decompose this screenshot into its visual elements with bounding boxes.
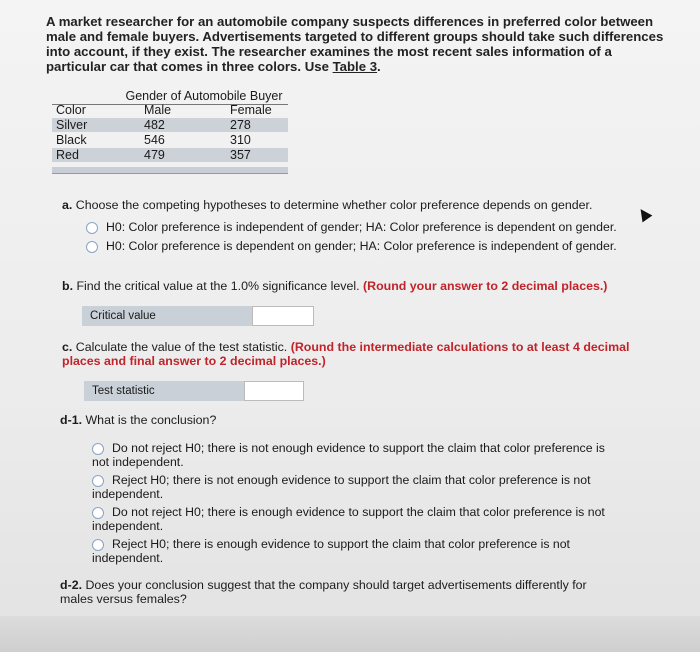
table-row xyxy=(52,118,288,132)
table-3-link[interactable]: Table 3 xyxy=(332,59,378,74)
table-bottom-border xyxy=(52,167,288,174)
option-text: H0: Color preference is dependent on gender; HA: Color preference is independent of gender. xyxy=(106,239,617,253)
question-b xyxy=(62,279,662,293)
question-d2-text: Does your conclusion suggest that the company should target advertisements differently for males versus females? xyxy=(60,578,587,606)
radio-button[interactable] xyxy=(92,539,104,551)
radio-button[interactable] xyxy=(86,222,98,234)
question-b-label: b. xyxy=(62,279,74,293)
hypothesis-option-2[interactable] xyxy=(86,239,646,253)
cell-male: 479 xyxy=(144,148,165,162)
test-statistic-input[interactable] xyxy=(244,381,304,401)
option-text: Do not reject H0; there is enough evidence to support the claim that color preference is not independent. xyxy=(92,505,605,533)
radio-button[interactable] xyxy=(92,475,104,487)
critical-value-label: Critical value xyxy=(82,306,252,326)
cell-color: Silver xyxy=(56,118,88,132)
test-statistic-label: Test statistic xyxy=(84,381,244,401)
option-text: Do not reject H0; there is not enough evidence to support the claim that color preference is not independent. xyxy=(92,441,605,469)
intro-text: A market researcher for an automobile company suspects differences in preferred color between male and female buyers. Advertisements targeted to different groups should take such differences into account, if they exist. The researcher examines the most recent sales information of a particular car that comes in three colors. Use xyxy=(46,14,664,74)
test-statistic-row xyxy=(84,381,304,401)
question-d1-label: d-1. xyxy=(60,413,83,427)
question-a xyxy=(62,198,622,212)
cell-male: 546 xyxy=(144,133,165,147)
question-d1-text: What is the conclusion? xyxy=(85,413,217,427)
option-text: Reject H0; there is not enough evidence to support the claim that color preference is not independent. xyxy=(92,473,591,501)
radio-button[interactable] xyxy=(92,507,104,519)
question-c-instruction: (Round the intermediate calculations to at least 4 decimal places and final answer to 2 decimal places.) xyxy=(62,340,630,368)
critical-value-row xyxy=(82,306,314,326)
cell-male: 482 xyxy=(144,118,165,132)
option-text: H0: Color preference is independent of gender; HA: Color preference is dependent on gender. xyxy=(106,220,617,234)
question-d2-label: d-2. xyxy=(60,578,83,592)
conclusion-option-4[interactable] xyxy=(92,537,612,565)
table-row xyxy=(52,133,288,147)
radio-button[interactable] xyxy=(92,443,104,455)
conclusion-option-1[interactable] xyxy=(92,441,612,469)
question-c xyxy=(62,340,642,368)
question-d1 xyxy=(60,413,560,427)
page-bottom-shade xyxy=(0,616,700,652)
critical-value-input[interactable] xyxy=(252,306,314,326)
intro-end: . xyxy=(377,59,381,74)
conclusion-option-2[interactable] xyxy=(92,473,612,501)
hypothesis-option-1[interactable] xyxy=(86,220,646,234)
table-header-row xyxy=(52,103,288,117)
question-c-label: c. xyxy=(62,340,73,354)
header-color: Color xyxy=(56,103,86,117)
cell-female: 278 xyxy=(230,118,251,132)
header-female: Female xyxy=(230,103,272,117)
table-row xyxy=(52,148,288,162)
question-d2 xyxy=(60,578,620,606)
option-text: Reject H0; there is enough evidence to support the claim that color preference is not independent. xyxy=(92,537,570,565)
conclusion-option-3[interactable] xyxy=(92,505,612,533)
cell-color: Black xyxy=(56,133,87,147)
cell-female: 310 xyxy=(230,133,251,147)
question-b-instruction: (Round your answer to 2 decimal places.) xyxy=(363,279,608,293)
question-a-label: a. xyxy=(62,198,73,212)
cell-color: Red xyxy=(56,148,79,162)
radio-button[interactable] xyxy=(86,241,98,253)
table-title: Gender of Automobile Buyer xyxy=(125,89,283,103)
question-c-text: Calculate the value of the test statistic. xyxy=(75,340,288,354)
question-a-text: Choose the competing hypotheses to determine whether color preference depends on gender. xyxy=(75,198,593,212)
cell-female: 357 xyxy=(230,148,251,162)
question-b-text: Find the critical value at the 1.0% significance level. xyxy=(76,279,360,293)
header-male: Male xyxy=(144,103,172,117)
problem-intro xyxy=(46,14,666,74)
